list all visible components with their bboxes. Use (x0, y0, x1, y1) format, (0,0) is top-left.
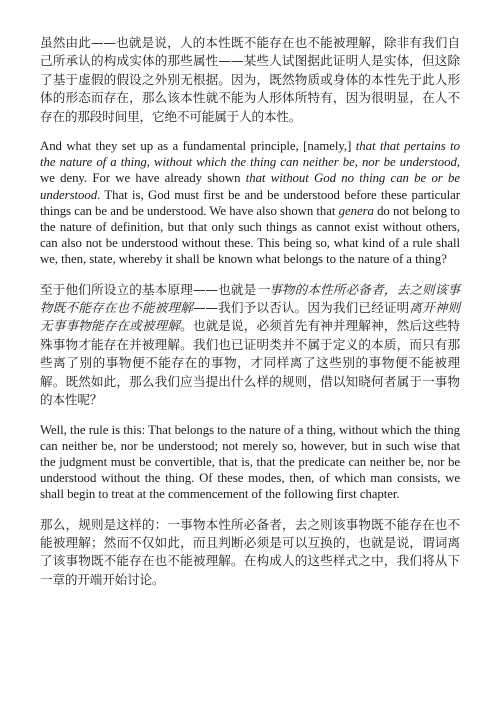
paragraph-en-1 (40, 138, 460, 268)
text-span: ——我们予以否认。因为我们已经证明 (192, 300, 410, 316)
italic-text-span: 一事物的本性所必备者，去之则该事物既不能存在也不能被理解 (40, 281, 460, 316)
paragraph-zh-2 (40, 281, 460, 410)
text-span: 那么，规则是这样的：一事物本性所必备者，去之则该事物既不能存在也不能被理解；然而不仅如此，而且判断必须是可以互换的，也就是说，谓词离了该事物既不能存在也不能被理解。在构成人的这些样式之中，我们将从下一章的开端开始讨论。 (40, 516, 460, 587)
text-span: 至于他们所设立的基本原理——也就是 (40, 281, 257, 297)
document-page (40, 34, 460, 601)
text-span: Well, the rule is this: That belongs to the nature of a thing, without which the thing can neither be, nor be understood; not merely so, however, but in such wise that the judgment must be convertible, that is, that the predicate can neither be, nor be understood without the thing. Of these modes, then, of which man consists, we shall begin to treat at the commencement of the following first chapter. (40, 422, 460, 502)
paragraph-zh-3 (40, 516, 460, 590)
italic-text-span: that without God no thing can be or be understood (40, 171, 460, 202)
text-span: , we deny. For we have already shown (40, 155, 460, 186)
text-span: 虽然由此——也就是说，人的本性既不能存在也不能被理解，除非有我们自己所承认的构成实体的那些属性——某些人试图据此证明人是实体，但这除了基于虚假的假设之外别无根据。因为，既然物质或身体的本性先于此人形体的形态而存在，那么该本性就不能为人形体所特有，因为很明显，在人不存在的那段时间里，它绝不可能属于人的本性。 (40, 35, 460, 124)
italic-text-span: that that pertains to the nature of a thing, without which the thing can neither be, nor be understood (40, 139, 460, 170)
paragraph-en-2 (40, 422, 460, 503)
paragraph-zh-1 (40, 34, 460, 126)
italic-text-span: genera (338, 203, 374, 218)
text-span: 。也就是说，必须首先有神并理解神，然后这些特殊事物才能存在并被理解。我们也已证明类并不属于定义的本质，而只有那些离了别的事物便不能存在的事物，才同样离了这些别的事物便不能被理解。既然如此，那么我们应当提出什么样的规则，借以知晓何者属于一事物的本性呢？ (40, 318, 460, 408)
italic-text-span: 离开神则无事事物能存在或被理解 (40, 300, 461, 334)
text-span: do not belong to the nature of definition, but that only such things as cannot exist without others, can also not be understood without these. This being so, what kind of a rule shall we, then, state, whereby it shall be known what belongs to the nature of a thing? (40, 203, 460, 267)
text-span: . That is, God must first be and be understood before these particular things can be and be understood. We have also shown that (40, 187, 460, 218)
text-span: And what they set up as a fundamental principle, [namely,] (40, 139, 356, 154)
